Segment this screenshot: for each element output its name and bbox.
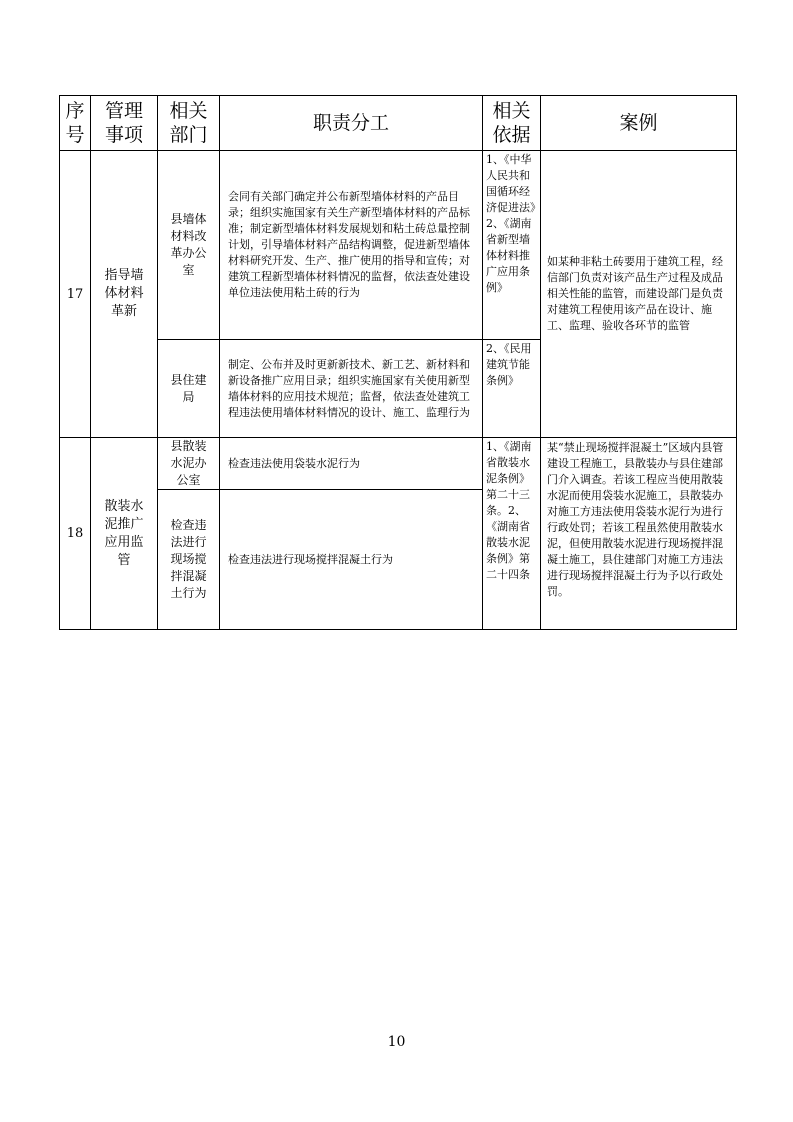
row-duty: 检查违法进行现场搅拌混凝土行为 (220, 490, 483, 630)
header-duty: 职责分工 (220, 96, 483, 151)
header-seq: 序号 (60, 96, 91, 151)
table-row (60, 151, 737, 340)
row-item: 指导墙体材料革新 (91, 151, 158, 438)
row-seq: 18 (60, 438, 91, 630)
page-number: 10 (387, 1034, 406, 1050)
row-duty: 制定、公布并及时更新新技术、新工艺、新材料和新设备推广应用目录；组织实施国家有关使用新型墙体材料的应用技术规范；监督，依法查处建筑工程违法使用墙体材料情况的设计、施工、监理行为 (220, 340, 483, 438)
row-basis: 1、《湖南省散装水泥条例》第二十三条。2、《湖南省散装水泥条例》第二十四条 (483, 438, 541, 630)
row-duty: 检查违法使用袋装水泥行为 (220, 438, 483, 490)
header-case: 案例 (541, 96, 737, 151)
header-basis: 相关依据 (483, 96, 541, 151)
row-dept: 县墙体材料改革办公室 (158, 151, 220, 340)
row-basis: 1、《中华人民共和国循环经济促进法》2、《湖南省新型墙体材料推广应用条例》 (483, 151, 541, 340)
row-dept: 县散装水泥办公室 (158, 438, 220, 490)
row-case: 某“禁止现场搅拌混凝土”区域内县管建设工程施工，县散装办与县住建部门介入调查。若该工程应当使用散装水泥而使用袋装水泥施工，县散装办对施工方违法使用袋装水泥行为进行行政处罚；若该工程虽然使用散装水泥，但使用散装水泥进行现场搅拌混凝土施工，县住建部门对施工方违法进行现场搅拌混凝土行为予以行政处罚。 (541, 438, 737, 630)
responsibility-table (59, 95, 737, 630)
row-dept: 县住建局 (158, 340, 220, 438)
row-seq: 17 (60, 151, 91, 438)
table-row (60, 438, 737, 490)
row-duty: 会同有关部门确定并公布新型墙体材料的产品目录；组织实施国家有关生产新型墙体材料的产品标准；制定新型墙体材料发展规划和粘土砖总量控制计划，引导墙体材料产品结构调整，促进新型墙体材料研究开发、生产、推广使用的指导和宣传；对建筑工程新型墙体材料情况的监督，依法查处建设单位违法使用粘土砖的行为 (220, 151, 483, 340)
header-dept: 相关部门 (158, 96, 220, 151)
row-dept: 检查违法进行现场搅拌混凝土行为 (158, 490, 220, 630)
table-header-row (60, 96, 737, 151)
header-item: 管理事项 (91, 96, 158, 151)
row-basis: 2、《民用建筑节能条例》 (483, 340, 541, 438)
row-item: 散装水泥推广应用监管 (91, 438, 158, 630)
row-case: 如某种非粘土砖要用于建筑工程，经信部门负责对该产品生产过程及成品相关性能的监管，而建设部门是负责对建筑工程使用该产品在设计、施工、监理、验收各环节的监管 (541, 151, 737, 438)
